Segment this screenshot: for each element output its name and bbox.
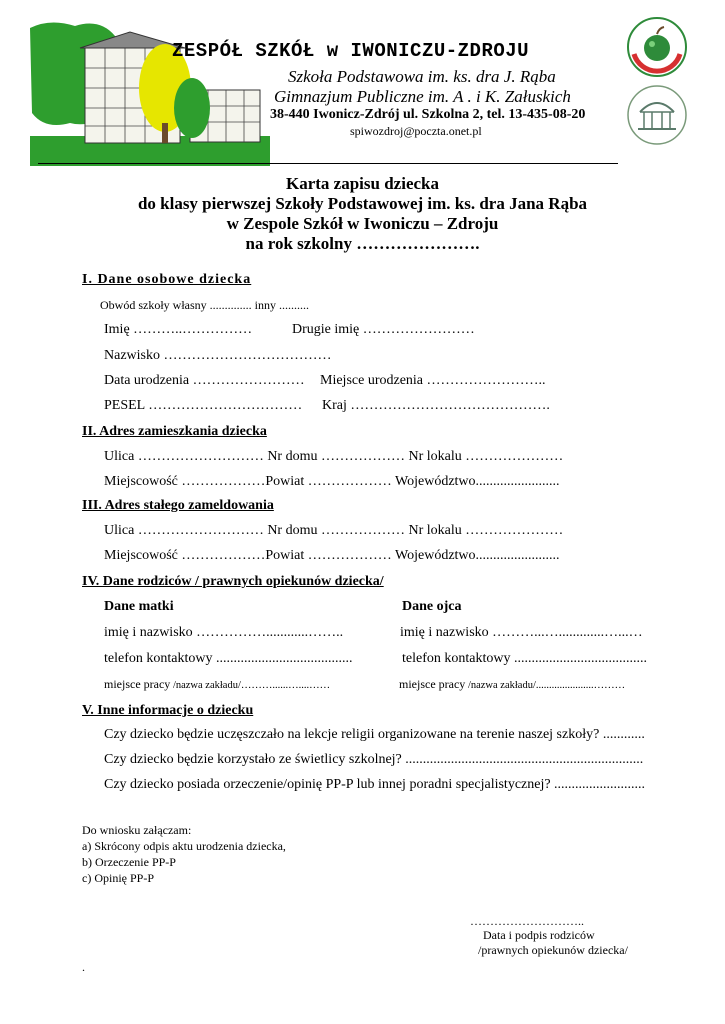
school-subtitle-primary: Szkoła Podstawowa im. ks. dra J. Rąba bbox=[288, 67, 556, 86]
pesel-field[interactable]: PESEL …………………………… bbox=[104, 398, 303, 413]
father-workplace-field[interactable] bbox=[399, 677, 625, 692]
father-data-heading: Dane ojca bbox=[402, 599, 462, 614]
section-registration-heading: III. Adres stałego zameldowania bbox=[82, 498, 274, 513]
mother-workplace-field[interactable] bbox=[104, 677, 330, 692]
day-room-question[interactable]: Czy dziecko będzie korzystało ze świetlicy szkolnej? .................................................................... bbox=[104, 752, 644, 767]
surname-field[interactable]: Nazwisko ……………………………… bbox=[104, 348, 332, 363]
registration-locality-row[interactable]: Miejscowość ………………Powiat ……………… Województwo........................ bbox=[104, 548, 560, 563]
father-workplace-label: miejsce pracy bbox=[399, 677, 466, 691]
birth-date-field[interactable]: Data urodzenia …………………… bbox=[104, 373, 305, 388]
registration-street-row[interactable]: Ulica ……………………… Nr domu ……………… Nr lokalu ………………… bbox=[104, 523, 564, 538]
residence-street-row[interactable]: Ulica ……………………… Nr domu ……………… Nr lokalu ………………… bbox=[104, 449, 564, 464]
school-subtitle-gymnasium: Gimnazjum Publiczne im. A . i K. Załuskich bbox=[274, 87, 571, 106]
birth-place-field[interactable]: Miejsce urodzenia …………………….. bbox=[320, 373, 546, 388]
religion-question[interactable]: Czy dziecko będzie uczęszczało na lekcje religii organizowane na terenie naszej szkoły? ............ bbox=[104, 727, 645, 742]
section-other-info-heading: V. Inne informacje o dziecku bbox=[82, 703, 254, 718]
mother-workplace-label: miejsce pracy bbox=[104, 677, 171, 691]
form-title-line2: do klasy pierwszej Szkoły Podstawowej im. ks. dra Jana Rąba bbox=[137, 194, 588, 213]
signature-label-guardians: /prawnych opiekunów dziecka/ bbox=[478, 943, 628, 957]
apple-emblem-icon bbox=[626, 16, 688, 78]
first-name-field[interactable]: Imię ………..…………… bbox=[104, 322, 253, 337]
father-workplace-input: /nazwa zakładu/......................……… bbox=[465, 680, 626, 691]
mother-name-field[interactable]: imię i nazwisko ……………............…….. bbox=[104, 625, 344, 640]
father-name-field[interactable]: imię i nazwisko ………...….............…...… bbox=[400, 625, 643, 640]
mother-phone-field[interactable]: telefon kontaktowy ....................................... bbox=[104, 651, 353, 666]
attachment-item: b) Orzeczenie PP-P bbox=[82, 855, 176, 869]
father-phone-field[interactable]: telefon kontaktowy ...................................... bbox=[402, 651, 647, 666]
attachment-item: c) Opinię PP-P bbox=[82, 871, 154, 885]
mother-workplace-input: /nazwa zakładu/………......…....…… bbox=[170, 680, 331, 691]
section-residence-heading: II. Adres zamieszkania dziecka bbox=[82, 424, 267, 439]
school-district-field[interactable]: Obwód szkoły własny .............. inny .......... bbox=[100, 298, 309, 312]
school-name: ZESPÓŁ SZKÓŁ w IWONICZU-ZDROJU bbox=[172, 40, 530, 62]
school-address: 38-440 Iwonicz-Zdrój ul. Szkolna 2, tel. 13-435-08-20 bbox=[270, 107, 586, 122]
pavilion-emblem-icon bbox=[626, 84, 688, 146]
form-title: Karta zapisu dziecka bbox=[286, 174, 439, 193]
signature-label: Data i podpis rodziców bbox=[483, 928, 595, 942]
school-email: spiwozdroj@poczta.onet.pl bbox=[350, 124, 482, 138]
header-divider bbox=[38, 163, 618, 164]
form-title-school-year: na rok szkolny …………………. bbox=[245, 234, 480, 253]
signature-line[interactable]: ……………………….. bbox=[470, 914, 584, 928]
mother-data-heading: Dane matki bbox=[104, 599, 174, 614]
second-name-field[interactable]: Drugie imię …………………… bbox=[292, 322, 475, 337]
country-field[interactable]: Kraj ……………………………………. bbox=[322, 398, 550, 413]
residence-locality-row[interactable]: Miejscowość ………………Powiat ……………… Województwo........................ bbox=[104, 474, 560, 489]
ppp-certificate-question[interactable]: Czy dziecko posiada orzeczenie/opinię PP-P lub innej poradni specjalistycznej? .......................... bbox=[104, 777, 646, 792]
attachment-item: a) Skrócony odpis aktu urodzenia dziecka, bbox=[82, 839, 286, 853]
section-parents-heading: IV. Dane rodziców / prawnych opiekunów dziecka/ bbox=[82, 574, 384, 589]
form-title-line3: w Zespole Szkół w Iwoniczu – Zdroju bbox=[226, 214, 499, 233]
section-personal-data-heading: I. Dane osobowe dziecka bbox=[82, 272, 252, 287]
attachments-heading: Do wniosku załączam: bbox=[82, 823, 192, 837]
footer-mark: . bbox=[82, 960, 85, 974]
